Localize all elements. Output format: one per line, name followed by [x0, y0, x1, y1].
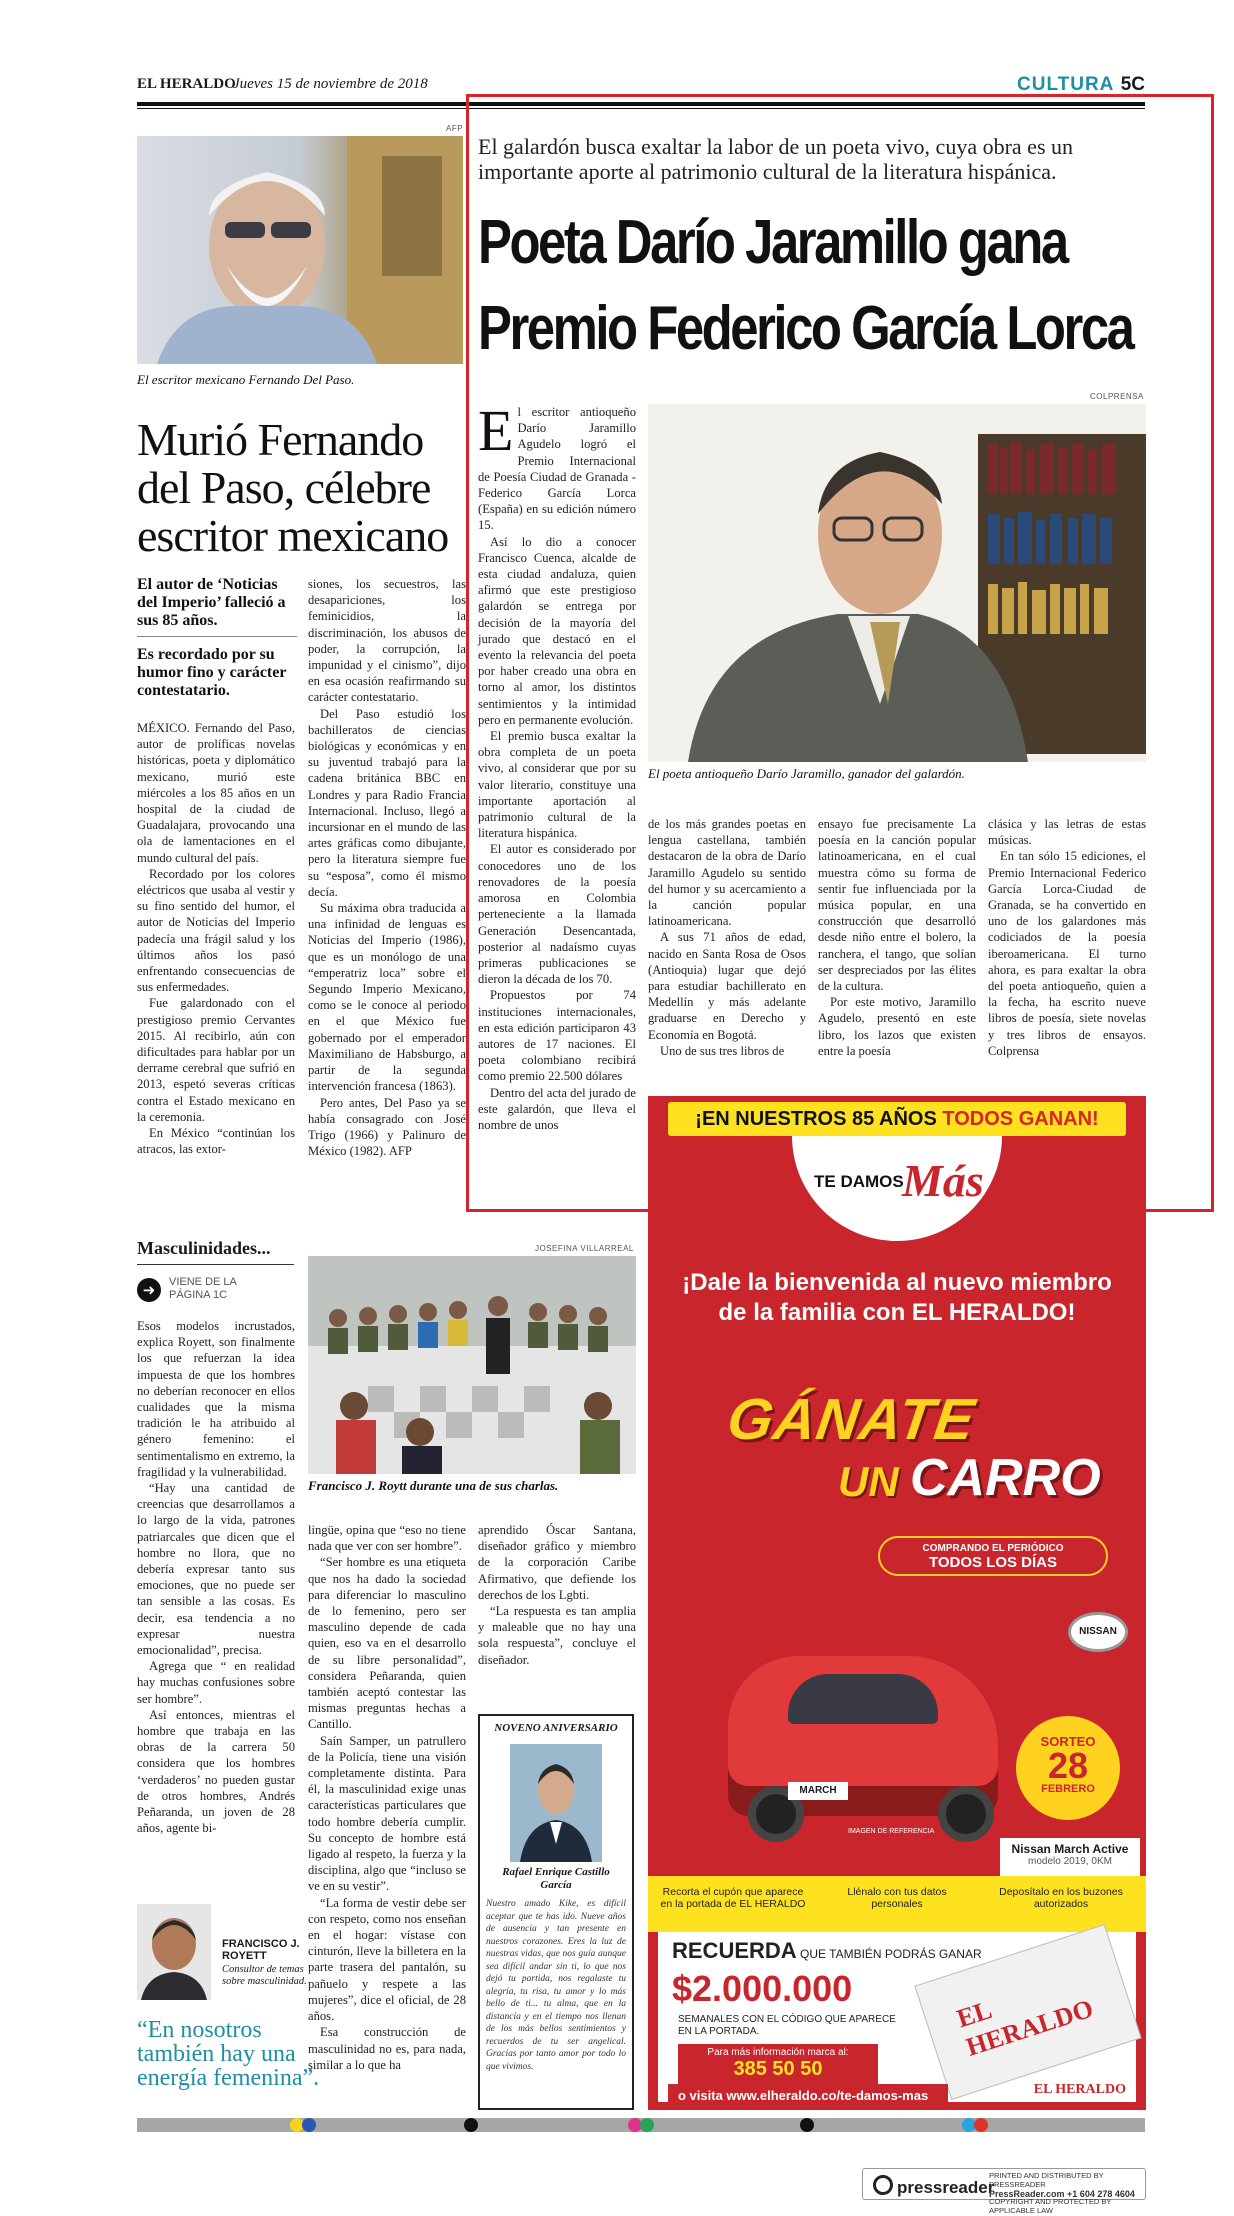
paragraph: “La respuesta es tan amplia y maleable que no hay una sola respuesta”, concluye el diseñador.	[478, 1604, 636, 1667]
paragraph: Recordado por los colores eléctricos que usaba al vestir y su fino sentido del humor, el autor de Noticias del Imperio padecía una frágil salud y los últimos años los pasó enfrentando consecuencias de sus enfermedades.	[137, 866, 295, 995]
paragraph: Así entonces, mientras el hombre que trabaja en las obras de la carrera 50 considera que los hombres ‘verdaderos’ no pueden gustar de otros hombres, Andrés Peñaranda, un joven de 28 años, agente bi-	[137, 1707, 295, 1836]
paragraph: En tan sólo 15 ediciones, el Premio Internacional Federico García Lorca-Ciudad de Granada, se ha convertido en uno de los galardones más codiciados de la poesía iberoamericana. El turno ahora, es para exaltar la obra del poeta antioqueño, quien a la fecha, ha escrito nueve libros de poesía, siete novelas y tres libros de ensayos. Colprensa	[988, 849, 1146, 1058]
banner-highlight: TODOS GANAN!	[942, 1108, 1099, 1130]
image-reference-note: IMAGEN DE REFERENCIA	[848, 1828, 935, 1835]
drop-cap: E	[478, 398, 514, 463]
photo-caption: El escritor mexicano Fernando Del Paso.	[137, 372, 355, 387]
headline-line: Premio Federico García Lorca	[478, 294, 1133, 363]
article-column	[478, 1522, 636, 1702]
paragraph: Esa construcción de masculinidad no es, para nada, similar a lo que ha	[308, 2025, 466, 2072]
recuerda-sub: QUE TAMBIÉN PODRÁS GANAR	[796, 1947, 982, 1961]
pill-text: TODOS LOS DÍAS	[928, 1554, 1058, 1571]
paragraph: Uno de sus tres libros de	[660, 1043, 785, 1058]
pill-text: COMPRANDO EL PERIÓDICO	[922, 1543, 1064, 1554]
recuerda-title	[672, 1938, 982, 1964]
group-illustration	[308, 1256, 636, 1474]
paragraph: aprendido Óscar Santana, diseñador gráfico y miembro de la corporación Caribe Afirmativo, que defiende los derechos de los Lgbti.	[478, 1523, 636, 1602]
te-damos-mas-logo	[792, 1136, 1002, 1241]
author-name: FRANCISCO J. ROYETT	[222, 1938, 300, 1962]
logo-text: TE DAMOS	[814, 1172, 904, 1191]
article-column	[137, 1318, 295, 1896]
paragraph: “Ser hombre es una etiqueta que nos ha dado la sociedad para diferenciar lo masculino de lo femenino, pero ser masculino depende de cada quien, eso va en el desarrollo de su libre personalidad”, considera Peñaranda, quien también aceptó contestar las mismas preguntas hechas a Cantillo.	[308, 1555, 466, 1732]
recuerda-word: RECUERDA	[672, 1938, 797, 1963]
paragraph: clásica y las letras de estas músicas.	[988, 817, 1146, 848]
headline-line: Poeta Darío Jaramillo gana	[478, 208, 1067, 277]
phone-box[interactable]	[678, 2044, 878, 2088]
model-name: Nissan March Active	[1011, 1842, 1129, 1856]
continued-from[interactable]	[137, 1276, 297, 1306]
registration-dot	[302, 2118, 316, 2132]
paragraph: A sus 71 años de edad, nacido en Santa Rosa de Osos (Antioquia) lugar que dejó para estudiar bachillerato en Medellín y más adelante graduarse en Derecho y Economía en Bogotá.	[648, 930, 806, 1042]
fernando-del-paso-photo	[137, 136, 463, 364]
section-name: CULTURA	[1017, 74, 1115, 95]
registration-dot	[640, 2118, 654, 2132]
paragraph: “La forma de vestir debe ser con respeto, como nos enseñan en el hogar: vístase con cinturón, lleve la billetera en la parte trasera del pantalón, su pañuelo y respete a las mujeres”, dice el oficial, de 28 años.	[308, 1895, 466, 2024]
badge-text: SORTEO	[1040, 1734, 1096, 1749]
paragraph: Propuestos por 74 instituciones internacionales, en esta edición participaron 43 autores de 17 naciones. El poeta colombiano recibirá como premio 22.500 dólares	[478, 988, 636, 1084]
photo-caption: El poeta antioqueño Darío Jaramillo, ganador del galardón.	[648, 766, 965, 781]
el-heraldo-logo: EL HERALDO	[1033, 2082, 1126, 2097]
paragraph: El autor es considerado por conocedores uno de los renovadores de la poesía amorosa en Colombia perteneciente a la llamada Generación Desencantada, posterior al nadaísmo cuyas primeras publicaciones se dieron la década de los 70.	[478, 842, 636, 987]
newspaper-masthead: EL HERALDO	[953, 1993, 1097, 2062]
paragraph: Dentro del acta del jurado de este galardón, que lleva el nombre de unos	[478, 1085, 636, 1132]
pressreader-info	[989, 2172, 1145, 2216]
ad-url-link[interactable]: o visita www.elheraldo.co/te-damos-mas	[668, 2084, 948, 2108]
article-deck: El autor de ‘Noticias del Imperio’ falleció a sus 85 años.	[137, 576, 286, 629]
car-model-label	[1000, 1838, 1140, 1876]
pressreader-line: PRINTED AND DISTRIBUTED BY PRESSREADER	[989, 2171, 1104, 2189]
nissan-logo: NISSAN	[1068, 1612, 1128, 1652]
photo-credit: JOSEFINA VILLARREAL	[535, 1244, 634, 1253]
pressreader-logo: pressreader	[873, 2175, 994, 2198]
prize-amount: $2.000.000	[672, 1968, 853, 2009]
deck-divider	[137, 636, 297, 637]
issue-date: Jueves 15 de noviembre de 2018	[233, 76, 428, 92]
paragraph: Del Paso estudió los bachilleratos de ciencias biológicas y económicas y en su juventud trabajó para la cadena británica BBC en Londres y para Radio Francia Internacional. Incluso, llegó a incursionar en el mundo de las artes gráficas como dibujante, pero la literatura siempre fue su “esposa”, como él mismo decía.	[308, 706, 466, 899]
portrait-illustration	[137, 136, 463, 364]
pull-quote: “En nosotros también hay una energía femenina”.	[137, 2017, 320, 2091]
paragraph: de los más grandes poetas en lengua castellana, también destacaron de la obra de Darío Jaramillo Agudelo su sentido del humor y su acercamiento a la canción popular latinoamericana.	[648, 817, 806, 929]
phone-number: 385 50 50	[733, 2058, 823, 2080]
notice-title: NOVENO ANIVERSARIO	[494, 1722, 618, 1734]
article-title: Masculinidades...	[137, 1238, 271, 1258]
article-headline: Murió Fernando del Paso, célebre escritor mexicano	[137, 414, 449, 561]
paragraph: ensayo fue precisamente La poesía en la canción popular latinoamericana, en el cual muestra cómo su forma de sentir fue influenciada por la música popular, en una construcción que desarrolló desde niño entre el bolero, la ranchera, el tango, que solían ser despreciados por las élites de la cultura.	[818, 817, 976, 994]
arrow-right-icon: ➜	[137, 1278, 161, 1302]
registration-dot	[974, 2118, 988, 2132]
pressreader-line: PressReader.com +1 604 278 4604	[989, 2188, 1135, 2199]
ad-step: Llénalo con tus datos personales	[847, 1886, 947, 1910]
draw-date-badge	[1016, 1716, 1120, 1820]
promo-ad[interactable]	[648, 1096, 1146, 2110]
model-year: modelo 2019, 0KM	[1028, 1856, 1112, 1867]
portrait-illustration	[510, 1744, 602, 1862]
author-role: Consultor de temas sobre masculinidad.	[222, 1964, 307, 1987]
article-kicker: El galardón busca exaltar la labor de un poeta vivo, cuya obra es un importante aporte al patrimonio cultural de la literatura hispánica.	[478, 134, 1073, 184]
badge-month: FEBRERO	[1041, 1783, 1095, 1795]
ad-step: Recorta el cupón que aparece en la portada de EL HERALDO	[660, 1886, 806, 1910]
license-plate: MARCH	[788, 1782, 848, 1800]
paragraph: Esos modelos incrustados, explica Royett, son finalmente los que refuerzan la idea impuesta de que los hombres no deberían reconocer en ellos cualidades que la misma tradición le ha atribuido al género femenino: el sentimentalismo en extremo, la fragilidad y la vulnerabilidad.	[137, 1319, 295, 1479]
deceased-name: Rafael Enrique Castillo García	[502, 1866, 610, 1891]
memorial-photo	[510, 1744, 602, 1862]
ad-headline: ¡Dale la bienvenida al nuevo miembro de la familia con EL HERALDO!	[682, 1269, 1112, 1326]
registration-dot	[800, 2118, 814, 2132]
ad-steps	[648, 1876, 1146, 1932]
paragraph: MÉXICO. Fernando del Paso, autor de prolíficas novelas históricas, poeta y diplomático mexicano, murió este miércoles a los 85 años en un hospital de la ciudad de Guadalajara, provocando una ola de lamentaciones en el mundo cultural del país.	[137, 721, 295, 865]
banner-text: ¡EN NUESTROS 85 AÑOS	[695, 1108, 943, 1130]
logo-script: Más	[902, 1155, 984, 1206]
highlight-box	[466, 94, 1214, 1212]
title-rule	[137, 1264, 294, 1265]
paragraph: Por este motivo, Jaramillo Agudelo, presentó en este libro, los lazos que existen entre la poesía	[818, 995, 976, 1058]
ad-carro: CARRO	[910, 1449, 1101, 1507]
paragraph: En México “continúan los atracos, las extor-	[137, 1126, 295, 1157]
phone-label: Para más información marca al:	[707, 2047, 849, 2058]
ad-un: UN	[838, 1458, 899, 1505]
photo-credit: COLPRENSA	[1090, 392, 1144, 401]
notice-message: Nuestro amado Kike, es difícil aceptar que te has ido. Nueve años de ausencia y tan presente en nuestros corazones. Eres la luz de nuestras vidas, que nos guía aunque sea difícil andar sin ti, lo que nos dejó tu partida, nos regalaste tu alegría, tu risa, tu amor y lo más bello de ti... tu alma, que en la distancia y en el tiempo nos llenan de los más bellos sentimientos y recuerdos de tu ser angelical. Gracias por tanto amor por todo lo que vivimos.	[486, 1899, 626, 2072]
paragraph: El premio busca exaltar la obra completa de un poeta vivo, al considerar que por su valor literario, constituye una importante aportación al patrimonio cultural de la literatura hispánica.	[478, 729, 636, 841]
ad-ganate: GÁNATE	[723, 1387, 980, 1452]
article-column	[308, 576, 466, 1204]
badge-day: 28	[1047, 1745, 1089, 1786]
page-number: 5C	[1120, 74, 1145, 95]
ad-comprando-pill	[878, 1536, 1108, 1576]
prize-note: SEMANALES CON EL CÓDIGO QUE APARECE EN LA PORTADA.	[678, 2014, 896, 2037]
continued-label: VIENE DE LA PÁGINA 1C	[169, 1276, 237, 1301]
headshot-illustration	[137, 1904, 211, 2000]
registration-dot	[464, 2118, 478, 2132]
ad-banner	[668, 1102, 1126, 1136]
paragraph: Así lo dio a conocer Francisco Cuenca, alcalde de esta ciudad andaluza, quien afirmó que este prestigioso galardón se entrega por decisión de la mayoría del jurado que destacó en el evento la relevancia del poeta por haber creado una obra en torno al amor, los distintos sentimientos y la intimidad pero en permanente evolución.	[478, 534, 636, 727]
paragraph: Saín Samper, un patrullero de la Policía, tiene una visión completamente distinta. Para él, la masculinidad exige unas características particulares que todo hombre debería cumplir. Su concepto de hombre está ligado al respeto, la fuerza y la disciplina, algo que “incluso se ve en su vestir”.	[308, 1733, 466, 1894]
paragraph: Fue galardonado con el prestigioso premio Cervantes 2015. Al recibirlo, aún con dificultades para hablar por un derrame cerebral que sufrió en 2013, espetó severas críticas contra el Estado mexicano en la ceremonia.	[137, 996, 295, 1124]
ad-step: Deposítalo en los buzones autorizados	[999, 1886, 1123, 1910]
article-column	[308, 1522, 466, 2110]
paragraph: “Hay una cantidad de creencias que desarrollamos a lo largo de la vida, patrones patriarcales que dicen que el hombre no llora, que no debería expresar tanto sus emociones, que no puede ser tan sensible a las cosas. Es decir, esa tendencia a no expresar nuestra emocionalidad”, precisa.	[137, 1481, 295, 1658]
royett-headshot	[137, 1904, 211, 2000]
pressreader-line: COPYRIGHT AND PROTECTED BY APPLICABLE LAW	[989, 2197, 1112, 2216]
article-column	[137, 720, 295, 1204]
paragraph: Agrega que “ en realidad hay muchas confusiones sobre ser hombre”.	[137, 1659, 295, 1706]
paragraph: lingüe, opina que “eso no tiene nada que ver con ser hombre”.	[308, 1523, 466, 1554]
anniversary-notice	[478, 1714, 634, 2110]
paragraph: siones, los secuestros, las desapariciones, los feminicidios, la discriminación, los abusos de poder, la corrupción, la impunidad y el cinismo”, dijo en esa ocasión reafirmando su carácter contestatario.	[308, 577, 466, 705]
paragraph: Pero antes, Del Paso ya se había consagrado con José Trigo (1966) y Palinuro de México (1982). AFP	[308, 1095, 466, 1159]
lead-text: l escritor antioqueño Darío Jaramillo Agudelo logró el Premio Internacional de Poesía Ciudad de Granada - Federico García Lorca (España) en su edición número 15.	[478, 405, 636, 533]
car-wheel	[938, 1786, 994, 1842]
photo-credit: AFP	[446, 124, 464, 133]
paragraph: Su máxima obra traducida a una infinidad de lenguas es Noticias del Imperio (1986), que es un monólogo de una “emperatriz loca” sobre el Segundo Imperio Mexicano, como se le conoce al periodo en el que México fue gobernado por el emperador Maximiliano de Habsburgo, a partir de la segunda intervención francesa (1863).	[308, 901, 466, 1094]
pressreader-badge[interactable]	[862, 2168, 1146, 2216]
photo-caption: Francisco J. Roytt durante una de sus charlas.	[308, 1478, 559, 1493]
newspaper-name: EL HERALDO	[137, 76, 236, 92]
recuerda-panel	[658, 1932, 1136, 2102]
royett-talk-photo	[308, 1256, 636, 1474]
article-deck: Es recordado por su humor fino y carácter contestatario.	[137, 646, 287, 699]
